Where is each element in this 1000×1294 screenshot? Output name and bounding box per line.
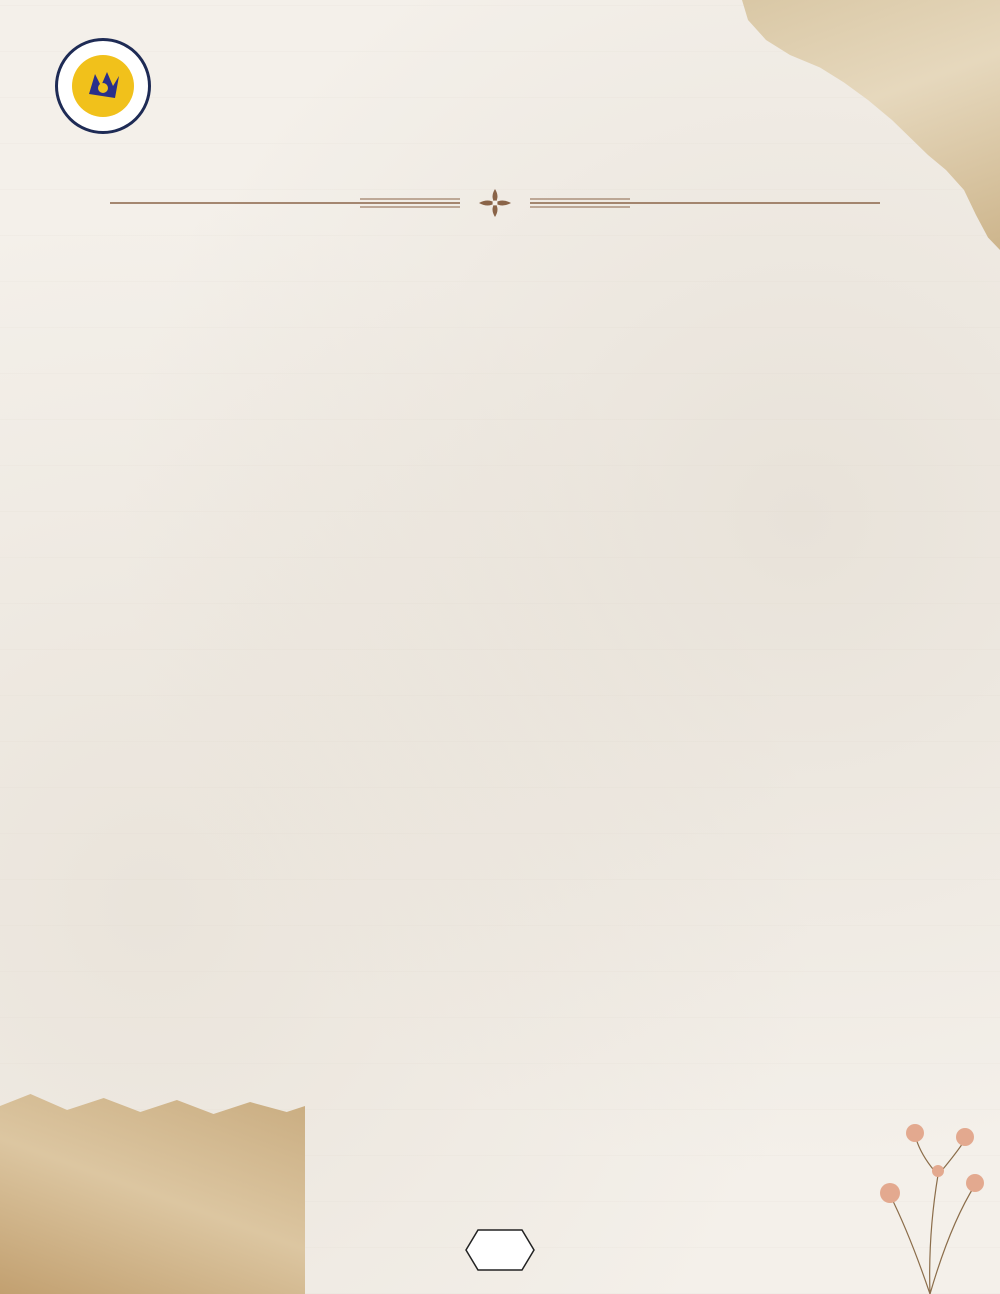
liveworksheets-watermark[interactable] [692,1254,722,1284]
dried-flowers-icon [860,1115,1000,1294]
torn-paper-bottom-left [0,1094,305,1294]
university-logo [55,38,151,134]
page-number-badge [464,1228,536,1272]
logo-emblem-icon [72,55,134,117]
ornamental-divider [110,188,880,218]
